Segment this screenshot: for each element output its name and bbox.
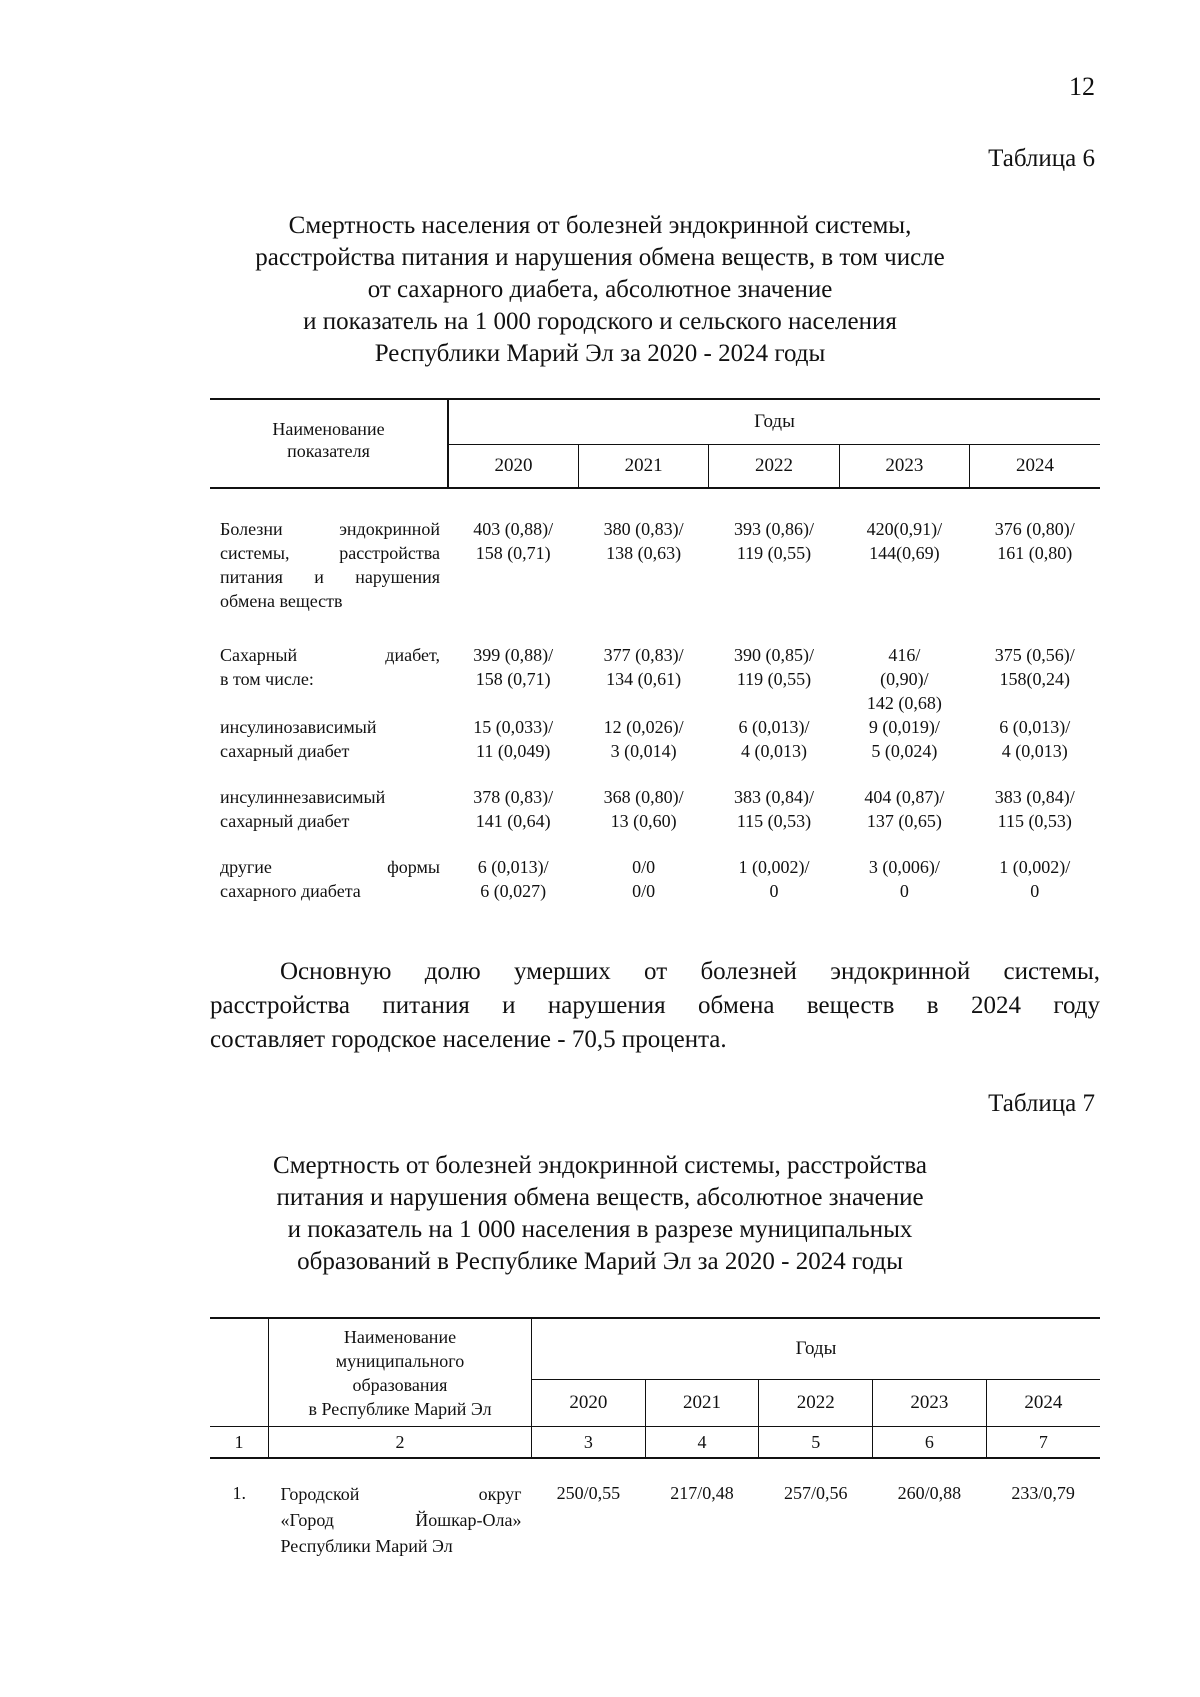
year-header: 2021 <box>645 1380 759 1427</box>
cell-line: 158 (0,71) <box>475 543 551 563</box>
cell-line: 144(0,69) <box>869 543 940 563</box>
header-name-line: в Республике Марий Эл <box>308 1398 492 1419</box>
cell <box>839 785 969 833</box>
table6-title <box>150 210 1050 370</box>
table7-title-line: и показатель на 1 000 населения в разрезе муниципальных <box>287 1216 913 1243</box>
cell-line: 119 (0,55) <box>736 669 812 689</box>
row-name-line: Городской округ <box>280 1484 522 1504</box>
cell-line: 138 (0,63) <box>606 543 682 563</box>
table7-header-years: Годы <box>532 1318 1101 1380</box>
cell <box>839 517 969 613</box>
cell <box>448 715 578 763</box>
cell-line: 5 (0,024) <box>871 741 938 761</box>
cell-line: 158 (0,71) <box>475 669 551 689</box>
paragraph-line: расстройства питания и нарушения обмена веществ в 2024 году <box>210 992 1100 1019</box>
cell <box>839 715 969 763</box>
cell <box>448 517 578 613</box>
cell-line: 4 (0,013) <box>1001 741 1068 761</box>
cell-line: 375 (0,56)/ <box>994 645 1075 665</box>
year-header: 2021 <box>578 445 708 489</box>
header-name-line: Наименование <box>272 419 385 439</box>
year-header: 2020 <box>448 445 578 489</box>
cell <box>970 517 1100 613</box>
cell <box>970 643 1100 715</box>
cell: 217/0,48 <box>670 1483 734 1503</box>
cell-line: 4 (0,013) <box>740 741 807 761</box>
cell-line: 378 (0,83)/ <box>473 787 554 807</box>
cell-line: 393 (0,86)/ <box>733 519 814 539</box>
cell <box>448 855 578 903</box>
cell-line: 383 (0,84)/ <box>733 787 814 807</box>
cell: 257/0,56 <box>783 1483 848 1503</box>
table7-title-line: образований в Республике Марий Эл за 2020 - 2024 годы <box>297 1248 903 1275</box>
table7-header-num <box>210 1318 269 1427</box>
cell-line: 0 <box>1030 881 1040 901</box>
table-row <box>210 785 1100 833</box>
year-header: 2023 <box>839 445 969 489</box>
table6-label: Таблица 6 <box>988 145 1095 172</box>
cell-line: 12 (0,026)/ <box>603 717 684 737</box>
cell <box>578 715 708 763</box>
cell-line: 142 (0,68) <box>866 693 942 713</box>
body-paragraph <box>210 955 1100 1057</box>
cell-line: 0/0 <box>632 881 656 901</box>
row-name-line: Сахарный диабет, <box>220 645 440 665</box>
cell-line: 6 (0,013)/ <box>738 717 810 737</box>
row-name-line: сахарный диабет <box>220 811 350 831</box>
cell-line: 0/0 <box>632 857 656 877</box>
cell-line: 161 (0,80) <box>997 543 1073 563</box>
header-name-line: показателя <box>287 441 370 461</box>
row-name-line: питания и нарушения <box>220 567 440 587</box>
row-name-line: инсулинозависимый <box>220 717 377 737</box>
column-number: 2 <box>269 1427 532 1459</box>
table6-header-name <box>210 399 448 488</box>
header-name-line: образования <box>352 1374 448 1395</box>
cell-line: 3 (0,006)/ <box>868 857 940 877</box>
cell-line: 15 (0,033)/ <box>473 717 554 737</box>
cell-line: 6 (0,027) <box>480 881 547 901</box>
cell: 250/0,55 <box>556 1483 621 1503</box>
row-name-line: Болезни эндокринной <box>220 519 440 539</box>
cell-line: 377 (0,83)/ <box>603 645 684 665</box>
cell <box>839 855 969 903</box>
table7 <box>210 1317 1100 1560</box>
row-name-line: обмена веществ <box>220 591 343 611</box>
year-header: 2024 <box>970 445 1100 489</box>
cell-line: 416/ <box>888 645 921 665</box>
page-number: 12 <box>1069 72 1095 101</box>
table-row <box>210 1458 1100 1560</box>
cell-line: (0,90)/ <box>880 669 929 689</box>
cell <box>448 785 578 833</box>
cell-line: 1 (0,002)/ <box>738 857 810 877</box>
table6-title-line: Смертность населения от болезней эндокринной системы, <box>288 212 912 239</box>
table-row <box>210 715 1100 763</box>
year-header: 2023 <box>873 1380 987 1427</box>
cell <box>970 785 1100 833</box>
cell-line: 137 (0,65) <box>866 811 942 831</box>
cell-line: 403 (0,88)/ <box>473 519 554 539</box>
row-name-line: сахарный диабет <box>220 741 350 761</box>
row-name-line: инсулиннезависимый <box>220 787 386 807</box>
cell <box>578 785 708 833</box>
table6-title-line: от сахарного диабета, абсолютное значение <box>367 276 833 303</box>
row-name-line: сахарного диабета <box>220 881 361 901</box>
cell <box>709 785 839 833</box>
row-name <box>210 715 448 763</box>
cell: 260/0,88 <box>897 1483 962 1503</box>
cell-line: 13 (0,60) <box>610 811 677 831</box>
cell-line: 141 (0,64) <box>475 811 551 831</box>
cell-line: 0 <box>769 881 779 901</box>
cell <box>709 643 839 715</box>
cell-line: 115 (0,53) <box>736 811 812 831</box>
table6-title-line: расстройства питания и нарушения обмена веществ, в том числе <box>255 244 945 271</box>
row-name-line: другие формы <box>220 857 440 877</box>
cell-line: 1 (0,002)/ <box>999 857 1071 877</box>
row-name-line: Республики Марий Эл <box>280 1536 453 1556</box>
cell <box>970 715 1100 763</box>
cell <box>578 855 708 903</box>
cell <box>578 643 708 715</box>
cell-line: 9 (0,019)/ <box>868 717 940 737</box>
year-header: 2020 <box>532 1380 646 1427</box>
row-name <box>210 785 448 833</box>
row-name <box>269 1458 532 1560</box>
cell-line: 383 (0,84)/ <box>994 787 1075 807</box>
cell-line: 134 (0,61) <box>606 669 682 689</box>
row-name-line: системы, расстройства <box>220 543 440 563</box>
cell <box>709 715 839 763</box>
cell: 233/0,79 <box>1011 1483 1075 1503</box>
table7-title-line: питания и нарушения обмена веществ, абсолютное значение <box>276 1184 924 1211</box>
table7-header-name <box>269 1318 532 1427</box>
column-number: 4 <box>645 1427 759 1459</box>
cell-line: 376 (0,80)/ <box>994 519 1075 539</box>
column-number: 6 <box>873 1427 987 1459</box>
table-row <box>210 855 1100 903</box>
row-name-line: в том числе: <box>220 669 314 689</box>
table7-title-line: Смертность от болезней эндокринной системы, расстройства <box>273 1152 927 1179</box>
column-number: 3 <box>532 1427 646 1459</box>
cell-line: 3 (0,014) <box>610 741 677 761</box>
table-row <box>210 517 1100 613</box>
cell-line: 6 (0,013)/ <box>477 857 549 877</box>
table7-label: Таблица 7 <box>988 1090 1095 1117</box>
year-header: 2024 <box>986 1380 1100 1427</box>
cell <box>970 855 1100 903</box>
cell-line: 158(0,24) <box>999 669 1071 689</box>
row-name <box>210 517 448 613</box>
table7-title <box>150 1150 1050 1278</box>
column-number: 5 <box>759 1427 873 1459</box>
cell-line: 115 (0,53) <box>997 811 1072 831</box>
cell <box>448 643 578 715</box>
row-name <box>210 643 448 715</box>
cell-line: 368 (0,80)/ <box>603 787 684 807</box>
row-number: 1. <box>232 1483 246 1503</box>
cell-line: 119 (0,55) <box>736 543 812 563</box>
cell-line: 399 (0,88)/ <box>473 645 554 665</box>
cell <box>578 517 708 613</box>
year-header: 2022 <box>709 445 839 489</box>
table-row <box>210 643 1100 715</box>
table6 <box>210 398 1100 903</box>
row-name <box>210 855 448 903</box>
table6-title-line: Республики Марий Эл за 2020 - 2024 годы <box>374 340 826 367</box>
paragraph-line: составляет городское население - 70,5 процента. <box>210 1026 727 1053</box>
cell-line: 0 <box>899 881 909 901</box>
cell-line: 11 (0,049) <box>476 741 551 761</box>
year-header: 2022 <box>759 1380 873 1427</box>
cell-line: 420(0,91)/ <box>866 519 943 539</box>
cell <box>839 643 969 715</box>
table6-header-years: Годы <box>448 399 1100 445</box>
column-number: 7 <box>986 1427 1100 1459</box>
cell-line: 404 (0,87)/ <box>864 787 945 807</box>
row-name-line: «Город Йошкар-Ола» <box>280 1510 522 1530</box>
header-name-line: муниципального <box>335 1350 465 1371</box>
cell-line: 6 (0,013)/ <box>999 717 1071 737</box>
table6-title-line: и показатель на 1 000 городского и сельского населения <box>303 308 897 335</box>
cell-line: 380 (0,83)/ <box>603 519 684 539</box>
cell <box>709 517 839 613</box>
cell-line: 390 (0,85)/ <box>733 645 814 665</box>
column-number: 1 <box>210 1427 269 1459</box>
header-name-line: Наименование <box>343 1326 457 1347</box>
paragraph-line: Основную долю умерших от болезней эндокринной системы, <box>280 958 1100 985</box>
cell <box>709 855 839 903</box>
